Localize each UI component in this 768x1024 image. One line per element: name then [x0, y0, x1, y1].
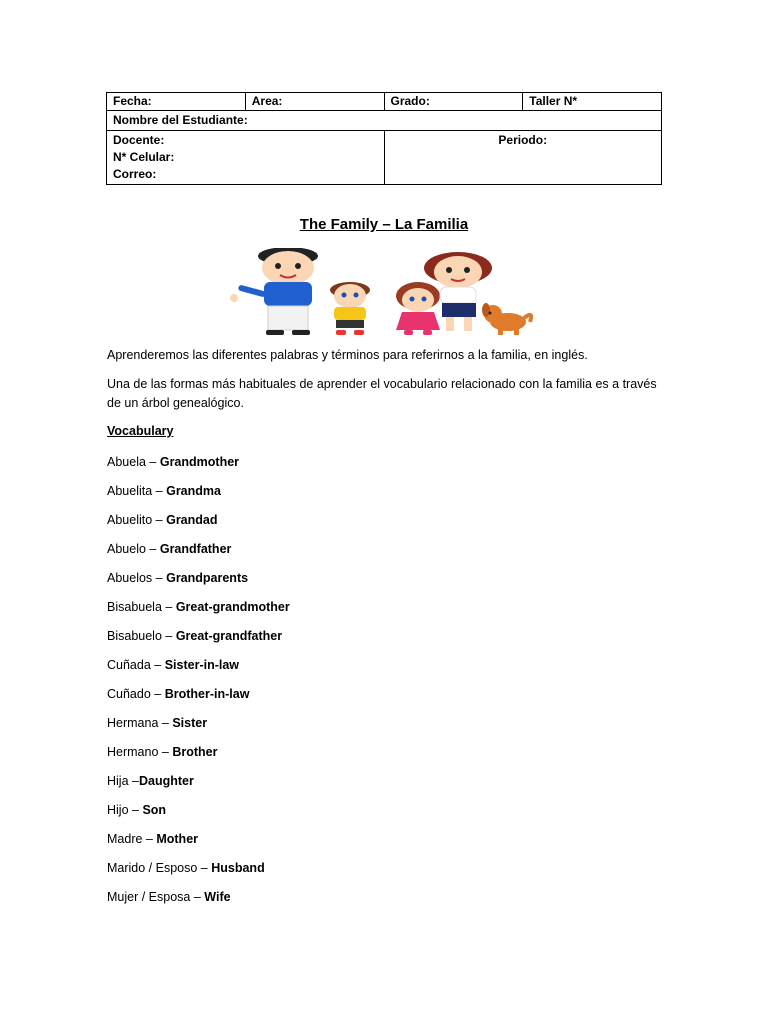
- vocab-item: Cuñada – Sister-in-law: [107, 658, 240, 672]
- page-title: The Family – La Familia: [299, 216, 469, 233]
- nombre-cell[interactable]: Nombre del Estudiante:: [107, 111, 662, 131]
- vocab-item: Bisabuelo – Great-grandfather: [107, 629, 283, 643]
- vocab-item: Bisabuela – Great-grandmother: [107, 600, 290, 614]
- vocab-item: Abuelito – Grandad: [107, 513, 218, 527]
- boy-figure: [330, 282, 370, 335]
- vocab-item: Abuelo – Grandfather: [107, 542, 232, 556]
- vocab-item: Abuela – Grandmother: [107, 455, 240, 469]
- girl-figure: [396, 282, 440, 335]
- vocab-item: Abuelos – Grandparents: [107, 571, 249, 585]
- vocab-item: Hija –Daughter: [107, 774, 194, 788]
- celular-label: N* Celular:: [113, 150, 175, 164]
- intro-paragraph: Aprenderemos las diferentes palabras y términos para referirnos a la familia, en inglés.: [107, 348, 588, 362]
- grado-cell[interactable]: Grado:: [384, 93, 523, 111]
- fecha-cell[interactable]: Fecha:: [107, 93, 246, 111]
- vocab-item: Mujer / Esposa – Wife: [107, 890, 231, 904]
- vocabulary-list: [107, 453, 290, 917]
- family-illustration: [218, 248, 550, 336]
- student-info-table: [106, 92, 662, 185]
- vocab-item: Abuelita – Grandma: [107, 484, 221, 498]
- docente-cell[interactable]: [107, 131, 385, 185]
- periodo-cell[interactable]: Periodo:: [384, 131, 662, 185]
- area-cell[interactable]: Area:: [245, 93, 384, 111]
- dad-figure: [230, 248, 318, 335]
- vocab-item: Hijo – Son: [107, 803, 167, 817]
- vocab-item: Madre – Mother: [107, 832, 199, 846]
- docente-label: Docente:: [113, 133, 165, 147]
- vocab-item: Cuñado – Brother-in-law: [107, 687, 250, 701]
- vocab-item: Hermano – Brother: [107, 745, 218, 759]
- vocab-item: Hermana – Sister: [107, 716, 208, 730]
- correo-label: Correo:: [113, 167, 157, 181]
- vocab-item: Marido / Esposo – Husband: [107, 861, 265, 875]
- dog-figure: [482, 303, 531, 335]
- method-paragraph: Una de las formas más habituales de aprender el vocabulario relacionado con la familia es a través de un árbol genealógico.: [107, 377, 657, 410]
- vocabulary-heading: Vocabulary: [107, 424, 174, 438]
- taller-cell[interactable]: Taller N*: [523, 93, 662, 111]
